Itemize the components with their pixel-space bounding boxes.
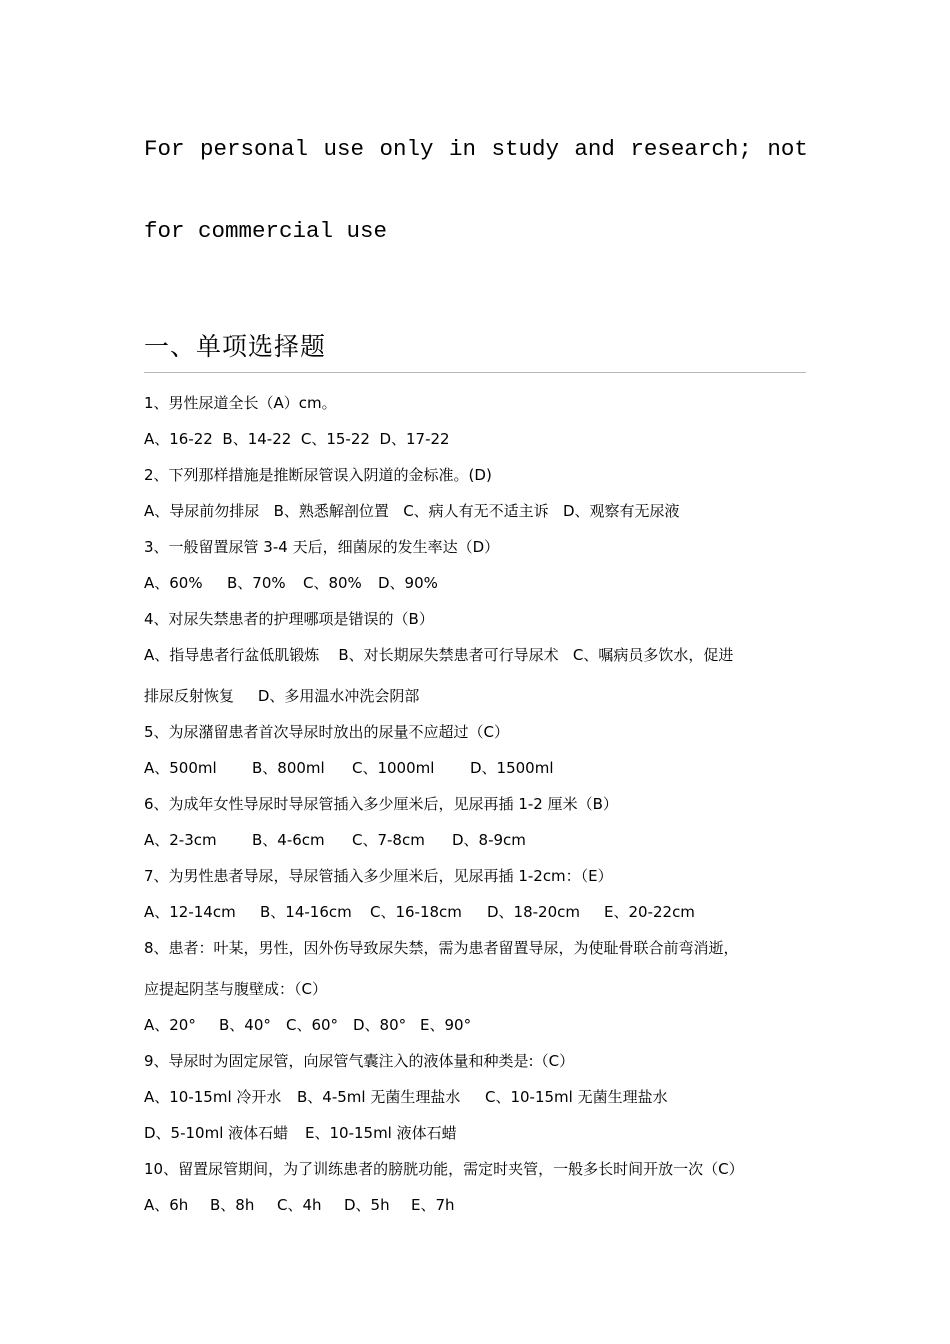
option: D、80°	[353, 1016, 407, 1034]
disclaimer-word: in	[448, 136, 476, 162]
question-options	[144, 757, 554, 779]
option: C、60°	[286, 1016, 339, 1034]
disclaimer-word: only	[379, 136, 434, 162]
option: E、20-22cm	[604, 903, 695, 921]
option: C、病人有无不适主诉	[403, 502, 549, 520]
question-options	[144, 572, 438, 594]
option: C、15-22	[300, 430, 370, 448]
option: D、5h	[344, 1196, 390, 1214]
section-title: 一、单项选择题	[144, 332, 327, 361]
disclaimer-word: use	[323, 136, 364, 162]
question-options-continued	[144, 1122, 457, 1144]
option: B、14-16cm	[260, 903, 352, 921]
option: D、1500ml	[470, 759, 554, 777]
question-options	[144, 901, 695, 923]
option: A、导尿前勿排尿	[144, 502, 260, 520]
question-stem: 7、为男性患者导尿，导尿管插入多少厘米后，见尿再插 1-2cm：（E）	[144, 867, 613, 885]
option: C、1000ml	[352, 759, 435, 777]
option: A、60%	[144, 574, 203, 592]
option: A、500ml	[144, 759, 217, 777]
disclaimer-line-1	[144, 136, 808, 162]
question-options-continued: 排尿反射恢复 D、多用温水冲洗会阴部	[144, 687, 420, 705]
option: A、16-22	[144, 430, 213, 448]
option: B、4-5ml 无菌生理盐水	[297, 1088, 461, 1106]
question-stem: 6、为成年女性导尿时导尿管插入多少厘米后，见尿再插 1-2 厘米（B）	[144, 795, 618, 813]
option: B、800ml	[252, 759, 325, 777]
option: D、观察有无尿液	[562, 502, 680, 520]
disclaimer-word: study	[491, 136, 559, 162]
disclaimer-line-2: for commercial use	[144, 218, 388, 244]
question-options	[144, 500, 680, 522]
question-options	[144, 829, 526, 851]
question-options	[144, 1194, 455, 1216]
option: C、16-18cm	[370, 903, 462, 921]
question-stem: 4、对尿失禁患者的护理哪项是错误的（B）	[144, 610, 434, 628]
option: A、10-15ml 冷开水	[144, 1088, 282, 1106]
option: B、4-6cm	[252, 831, 325, 849]
option: B、14-22	[222, 430, 292, 448]
question-stem: 1、男性尿道全长（A）cm。	[144, 394, 337, 412]
question-stem: 3、一般留置尿管 3-4 天后，细菌尿的发生率达（D）	[144, 538, 500, 556]
option: B、8h	[210, 1196, 255, 1214]
question-options	[144, 1086, 668, 1108]
question-stem: 9、导尿时为固定尿管，向尿管气囊注入的液体量和种类是:（C）	[144, 1052, 575, 1070]
option: C、80%	[303, 574, 362, 592]
option: C、4h	[277, 1196, 322, 1214]
question-stem-continued: 应提起阴茎与腹壁成：（C）	[144, 980, 327, 998]
option: E、10-15ml 液体石蜡	[305, 1124, 457, 1142]
option: E、90°	[420, 1016, 472, 1034]
option: B、熟悉解剖位置	[273, 502, 389, 520]
option: A、20°	[144, 1016, 196, 1034]
option: D、90%	[378, 574, 438, 592]
option: C、10-15ml 无菌生理盐水	[485, 1088, 668, 1106]
option: A、6h	[144, 1196, 189, 1214]
disclaimer-word: personal	[199, 136, 309, 162]
option: B、40°	[219, 1016, 271, 1034]
question-options	[144, 428, 450, 450]
option: D、5-10ml 液体石蜡	[144, 1124, 289, 1142]
option: A、2-3cm	[144, 831, 217, 849]
question-options	[144, 1014, 471, 1036]
option: E、7h	[411, 1196, 455, 1214]
disclaimer-word: research;	[630, 136, 752, 162]
option: B、70%	[227, 574, 286, 592]
question-stem: 5、为尿潴留患者首次导尿时放出的尿量不应超过（C）	[144, 723, 510, 741]
question-options: A、指导患者行盆低肌锻炼 B、对长期尿失禁患者可行导尿术 C、嘱病员多饮水，促进	[144, 646, 734, 664]
question-stem: 2、下列那样措施是推断尿管误入阴道的金标准。(D)	[144, 466, 492, 484]
disclaimer-word: For	[144, 136, 185, 162]
option: C、7-8cm	[352, 831, 425, 849]
option: D、17-22	[379, 430, 450, 448]
section-divider	[144, 372, 806, 373]
option: D、8-9cm	[452, 831, 526, 849]
option: A、12-14cm	[144, 903, 236, 921]
disclaimer-word: not	[767, 136, 808, 162]
disclaimer-word: and	[574, 136, 615, 162]
question-stem: 10、留置尿管期间，为了训练患者的膀胱功能，需定时夹管，一般多长时间开放一次（C）	[144, 1160, 744, 1178]
question-stem: 8、患者：叶某，男性，因外伤导致尿失禁，需为患者留置导尿，为使耻骨联合前弯消逝，	[144, 939, 739, 957]
option: D、18-20cm	[487, 903, 580, 921]
